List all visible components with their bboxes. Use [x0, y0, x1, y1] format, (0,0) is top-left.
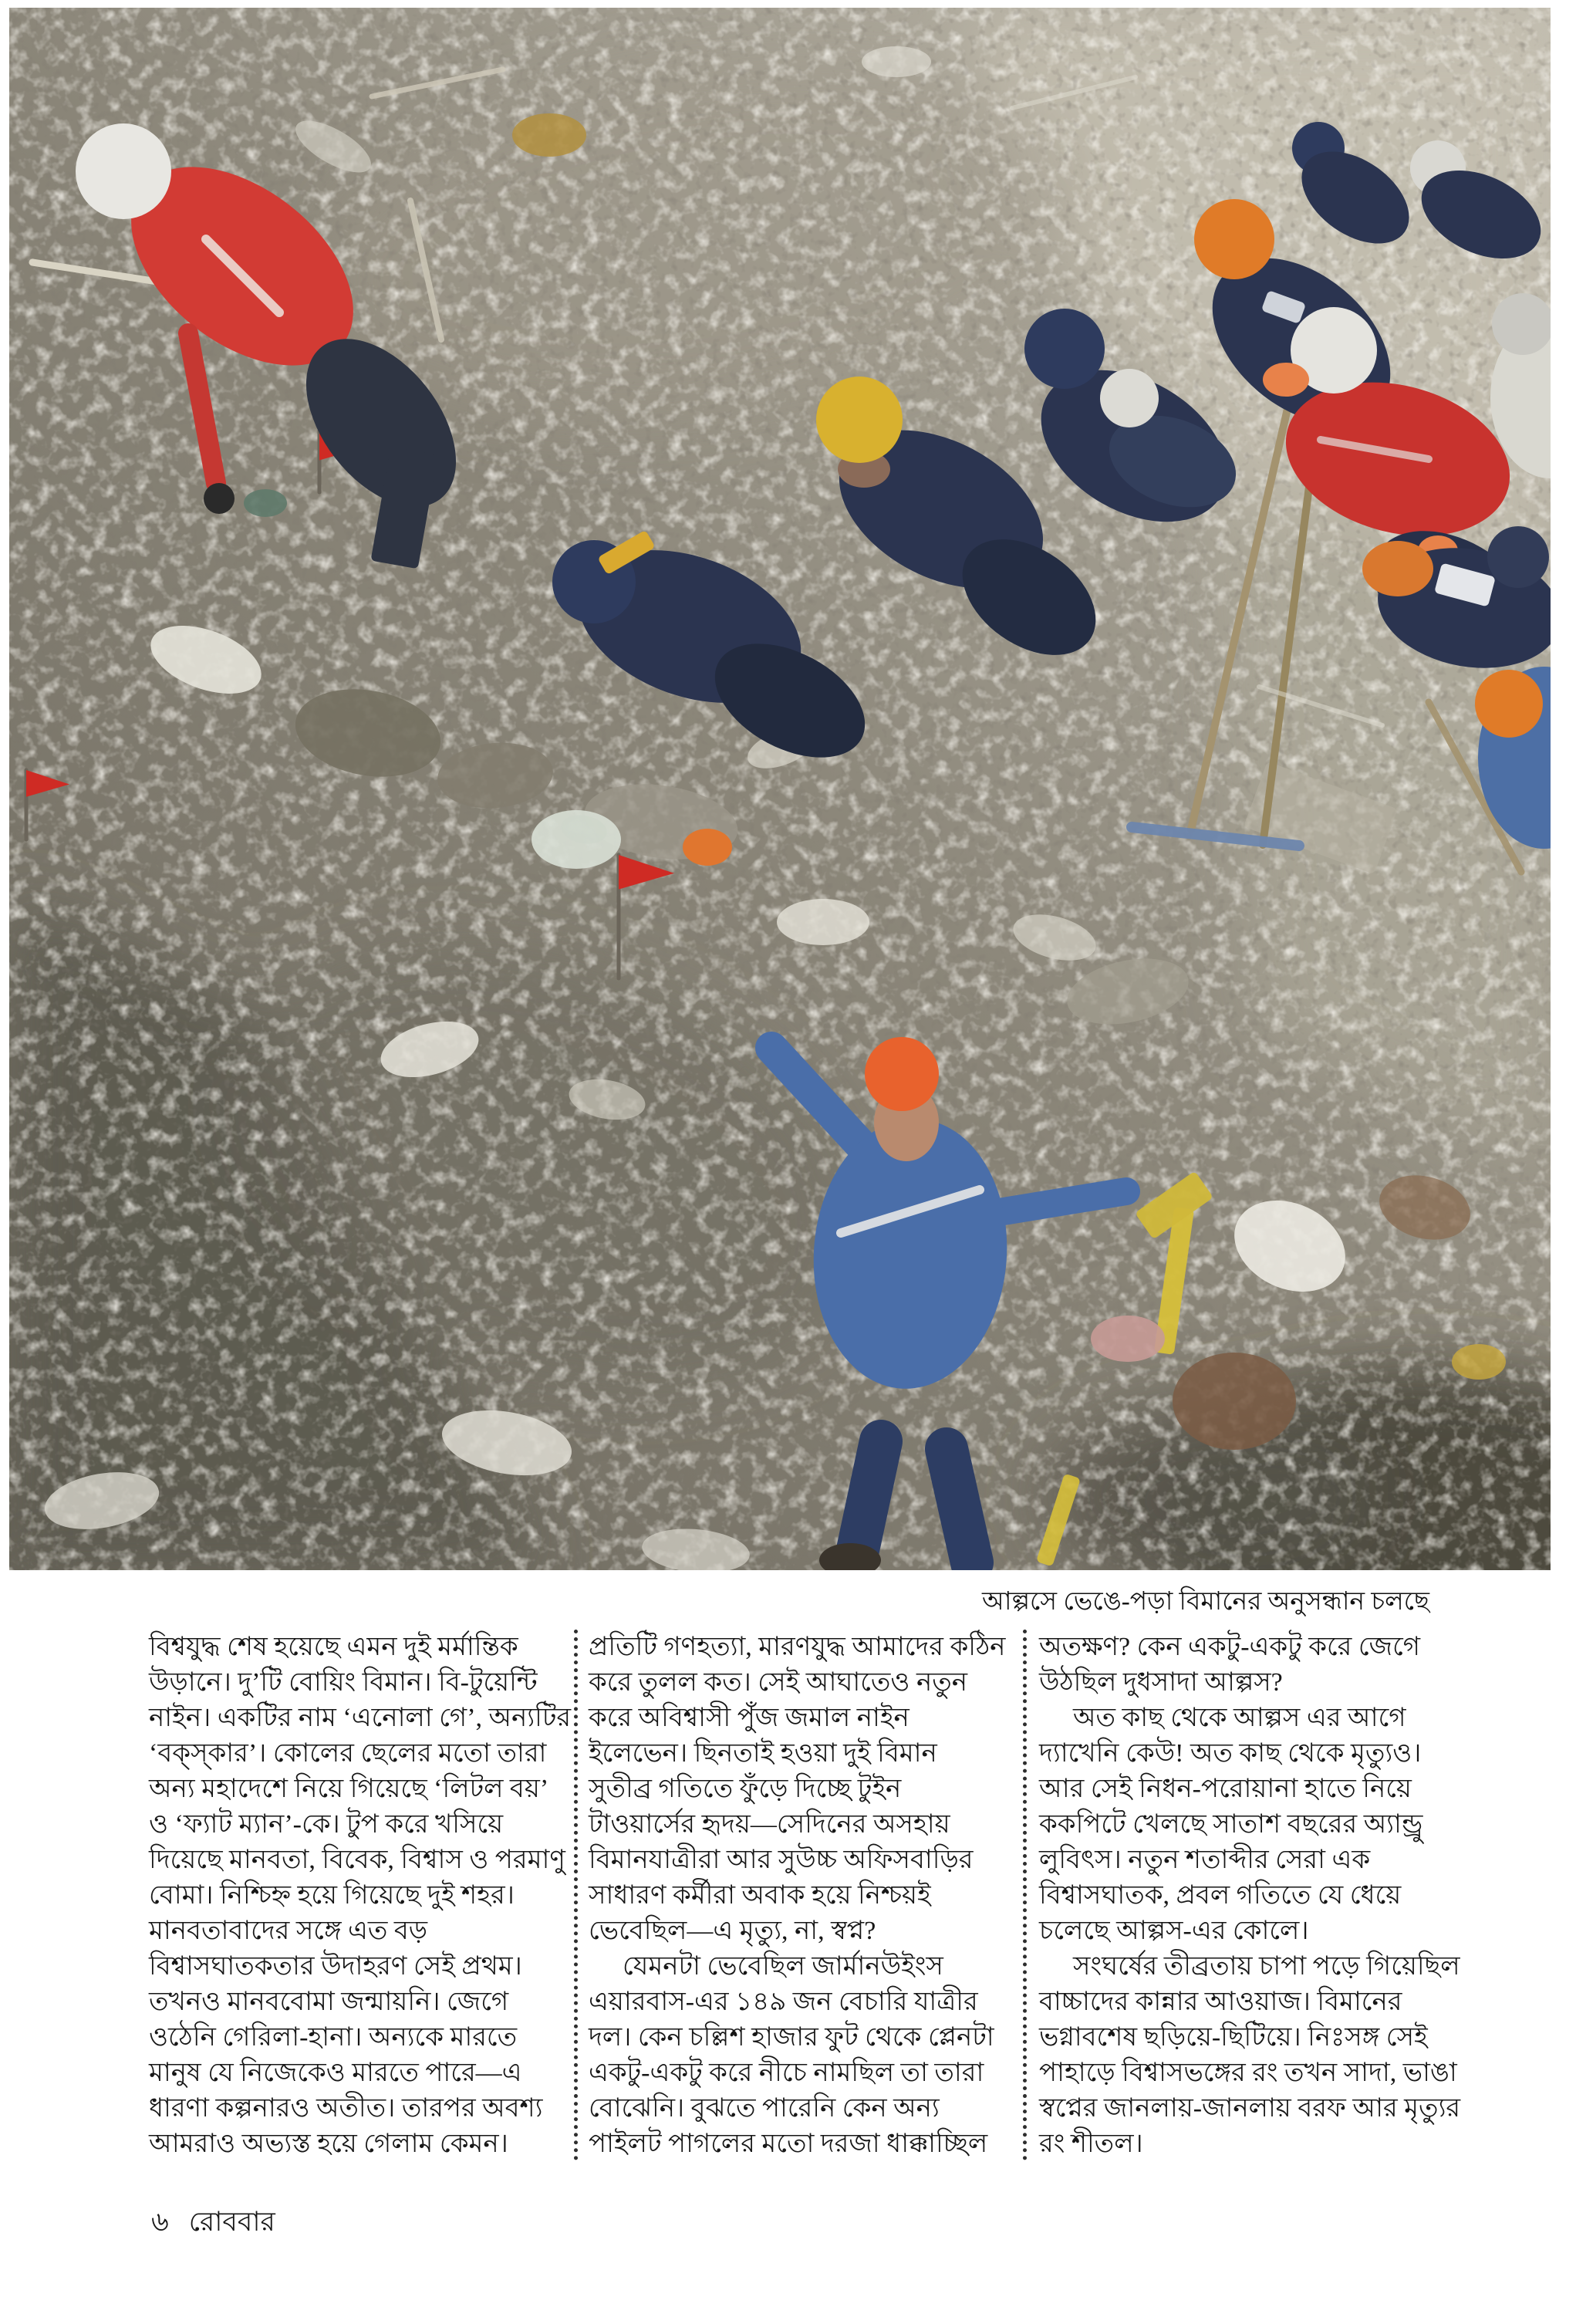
text-line: দিয়েছে মানবতা, বিবেক, বিশ্বাস ও পরমাণু	[149, 1846, 565, 1874]
photo-caption: আল্পসে ভেঙে-পড়া বিমানের অনুসন্ধান চলছে	[981, 1588, 1429, 1616]
text-line: স্বপ্নের জানলায়-জানলায় বরফ আর মৃত্যুর	[1039, 2094, 1461, 2123]
text-line: বিমানযাত্রীরা আর সুউচ্চ অফিসবাড়ির	[589, 1846, 974, 1874]
text-line: অন্য মহাদেশে নিয়ে গিয়েছে ‘লিটল বয়’	[149, 1775, 549, 1803]
crash-site-photo-art	[9, 8, 1551, 1570]
text-line: বিশ্বাসঘাতক, প্রবল গতিতে যে ধেয়ে	[1039, 1881, 1402, 1910]
column-divider-2	[1023, 1630, 1027, 2160]
text-line: সাধারণ কর্মীরা অবাক হয়ে নিশ্চয়ই	[589, 1881, 931, 1910]
text-line: পাইলট পাগলের মতো দরজা ধাক্কাচ্ছিল	[589, 2130, 988, 2158]
text-line: মানবতাবাদের সঙ্গে এত বড়	[149, 1917, 428, 1945]
text-line: দল। কেন চল্লিশ হাজার ফুট থেকে প্লেনটা	[589, 2023, 994, 2052]
text-line: বোমা। নিশ্চিহ্ন হয়ে গিয়েছে দুই শহর।	[149, 1881, 515, 1910]
text-line: সংঘর্ষের তীব্রতায় চাপা পড়ে গিয়েছিল	[1073, 1952, 1460, 1981]
text-line: মানুষ যে নিজেকেও মারতে পারে—এ	[149, 2059, 522, 2087]
text-line: ধারণা কল্পনারও অতীত। তারপর অবশ্য	[149, 2094, 543, 2123]
text-line: বাচ্চাদের কান্নার আওয়াজ। বিমানের	[1039, 1988, 1402, 2016]
crash-site-photo	[9, 8, 1551, 1570]
column-divider-1	[574, 1630, 578, 2160]
text-line: অতক্ষণ? কেন একটু-একটু করে জেগে	[1039, 1633, 1421, 1661]
text-line: ‘বক্স্‌কার’। কোলের ছেলের মতো তারা	[149, 1739, 547, 1768]
page-footer	[151, 2201, 275, 2246]
text-line: ও ‘ফ্যাট ম্যান’-কে। টুপ করে খসিয়ে	[149, 1810, 504, 1839]
text-line: বিশ্বযুদ্ধ শেষ হয়েছে এমন দুই মর্মান্তিক	[149, 1633, 518, 1661]
text-line: উড়ানে। দু’টি বোয়িং বিমান। বি-টুয়েন্টি	[149, 1668, 538, 1697]
article-column-1	[149, 1630, 575, 2162]
text-line: ওঠেনি গেরিলা-হানা। অন্যকে মারতে	[149, 2023, 518, 2052]
text-line: টাওয়ার্সের হৃদয়—সেদিনের অসহায়	[589, 1810, 950, 1839]
text-line: এয়ারবাস-এর ১৪৯ জন বেচারি যাত্রীর	[589, 1988, 978, 2016]
text-line: যেমনটা ভেবেছিল জার্মানউইংস	[623, 1952, 943, 1981]
text-line: অত কাছ থেকে আল্পস এর আগে	[1073, 1704, 1406, 1732]
text-line: চলেছে আল্পস-এর কোলে।	[1039, 1917, 1309, 1945]
text-line: দ্যাখেনি কেউ! অত কাছ থেকে মৃত্যুও।	[1039, 1739, 1422, 1768]
text-line: উঠছিল দুধসাদা আল্পস?	[1039, 1668, 1283, 1697]
text-line: পাহাড়ে বিশ্বাসভঙ্গের রং তখন সাদা, ভাঙা	[1039, 2059, 1457, 2087]
text-line: আমরাও অভ্যস্ত হয়ে গেলাম কেমন।	[149, 2130, 508, 2158]
text-line: ইলেভেন। ছিনতাই হওয়া দুই বিমান	[589, 1739, 937, 1768]
text-line: ভেবেছিল—এ মৃত্যু, না, স্বপ্ন?	[589, 1917, 876, 1945]
text-line: করে অবিশ্বাসী পুঁজ জমাল নাইন	[589, 1704, 909, 1732]
article-column-3	[1039, 1630, 1465, 2162]
text-line: প্রতিটি গণহত্যা, মারণযুদ্ধ আমাদের কঠিন	[589, 1633, 1006, 1661]
text-line: বোঝেনি। বুঝতে পারেনি কেন অন্য	[589, 2094, 940, 2123]
text-line: করে তুলল কত। সেই আঘাতেও নতুন	[589, 1668, 968, 1697]
text-line: সুতীব্র গতিতে ফুঁড়ে দিচ্ছে টুইন	[589, 1775, 902, 1803]
text-line: ভগ্নাবশেষ ছড়িয়ে-ছিটিয়ে। নিঃসঙ্গ সেই	[1039, 2023, 1428, 2052]
text-line: বিশ্বাসঘাতকতার উদাহরণ সেই প্রথম।	[149, 1952, 522, 1981]
page-number: ৬	[151, 2207, 169, 2237]
text-line: তখনও মানববোমা জন্মায়নি। জেগে	[149, 1988, 509, 2016]
text-line: নাইন। একটির নাম ‘এনোলা গে’, অন্যটির	[149, 1704, 572, 1732]
footer-label: রোববার	[188, 2207, 275, 2237]
article-column-2	[589, 1630, 1011, 2162]
text-line: ককপিটে খেলছে সাতাশ বছরের অ্যান্ড্রু	[1039, 1810, 1423, 1839]
text-line: একটু-একটু করে নীচে নামছিল তা তারা	[589, 2059, 984, 2087]
text-line: রং শীতল।	[1039, 2130, 1143, 2158]
text-line: আর সেই নিধন-পরোয়ানা হাতে নিয়ে	[1039, 1775, 1412, 1803]
text-line: লুবিৎস। নতুন শতাব্দীর সেরা এক	[1039, 1846, 1371, 1874]
